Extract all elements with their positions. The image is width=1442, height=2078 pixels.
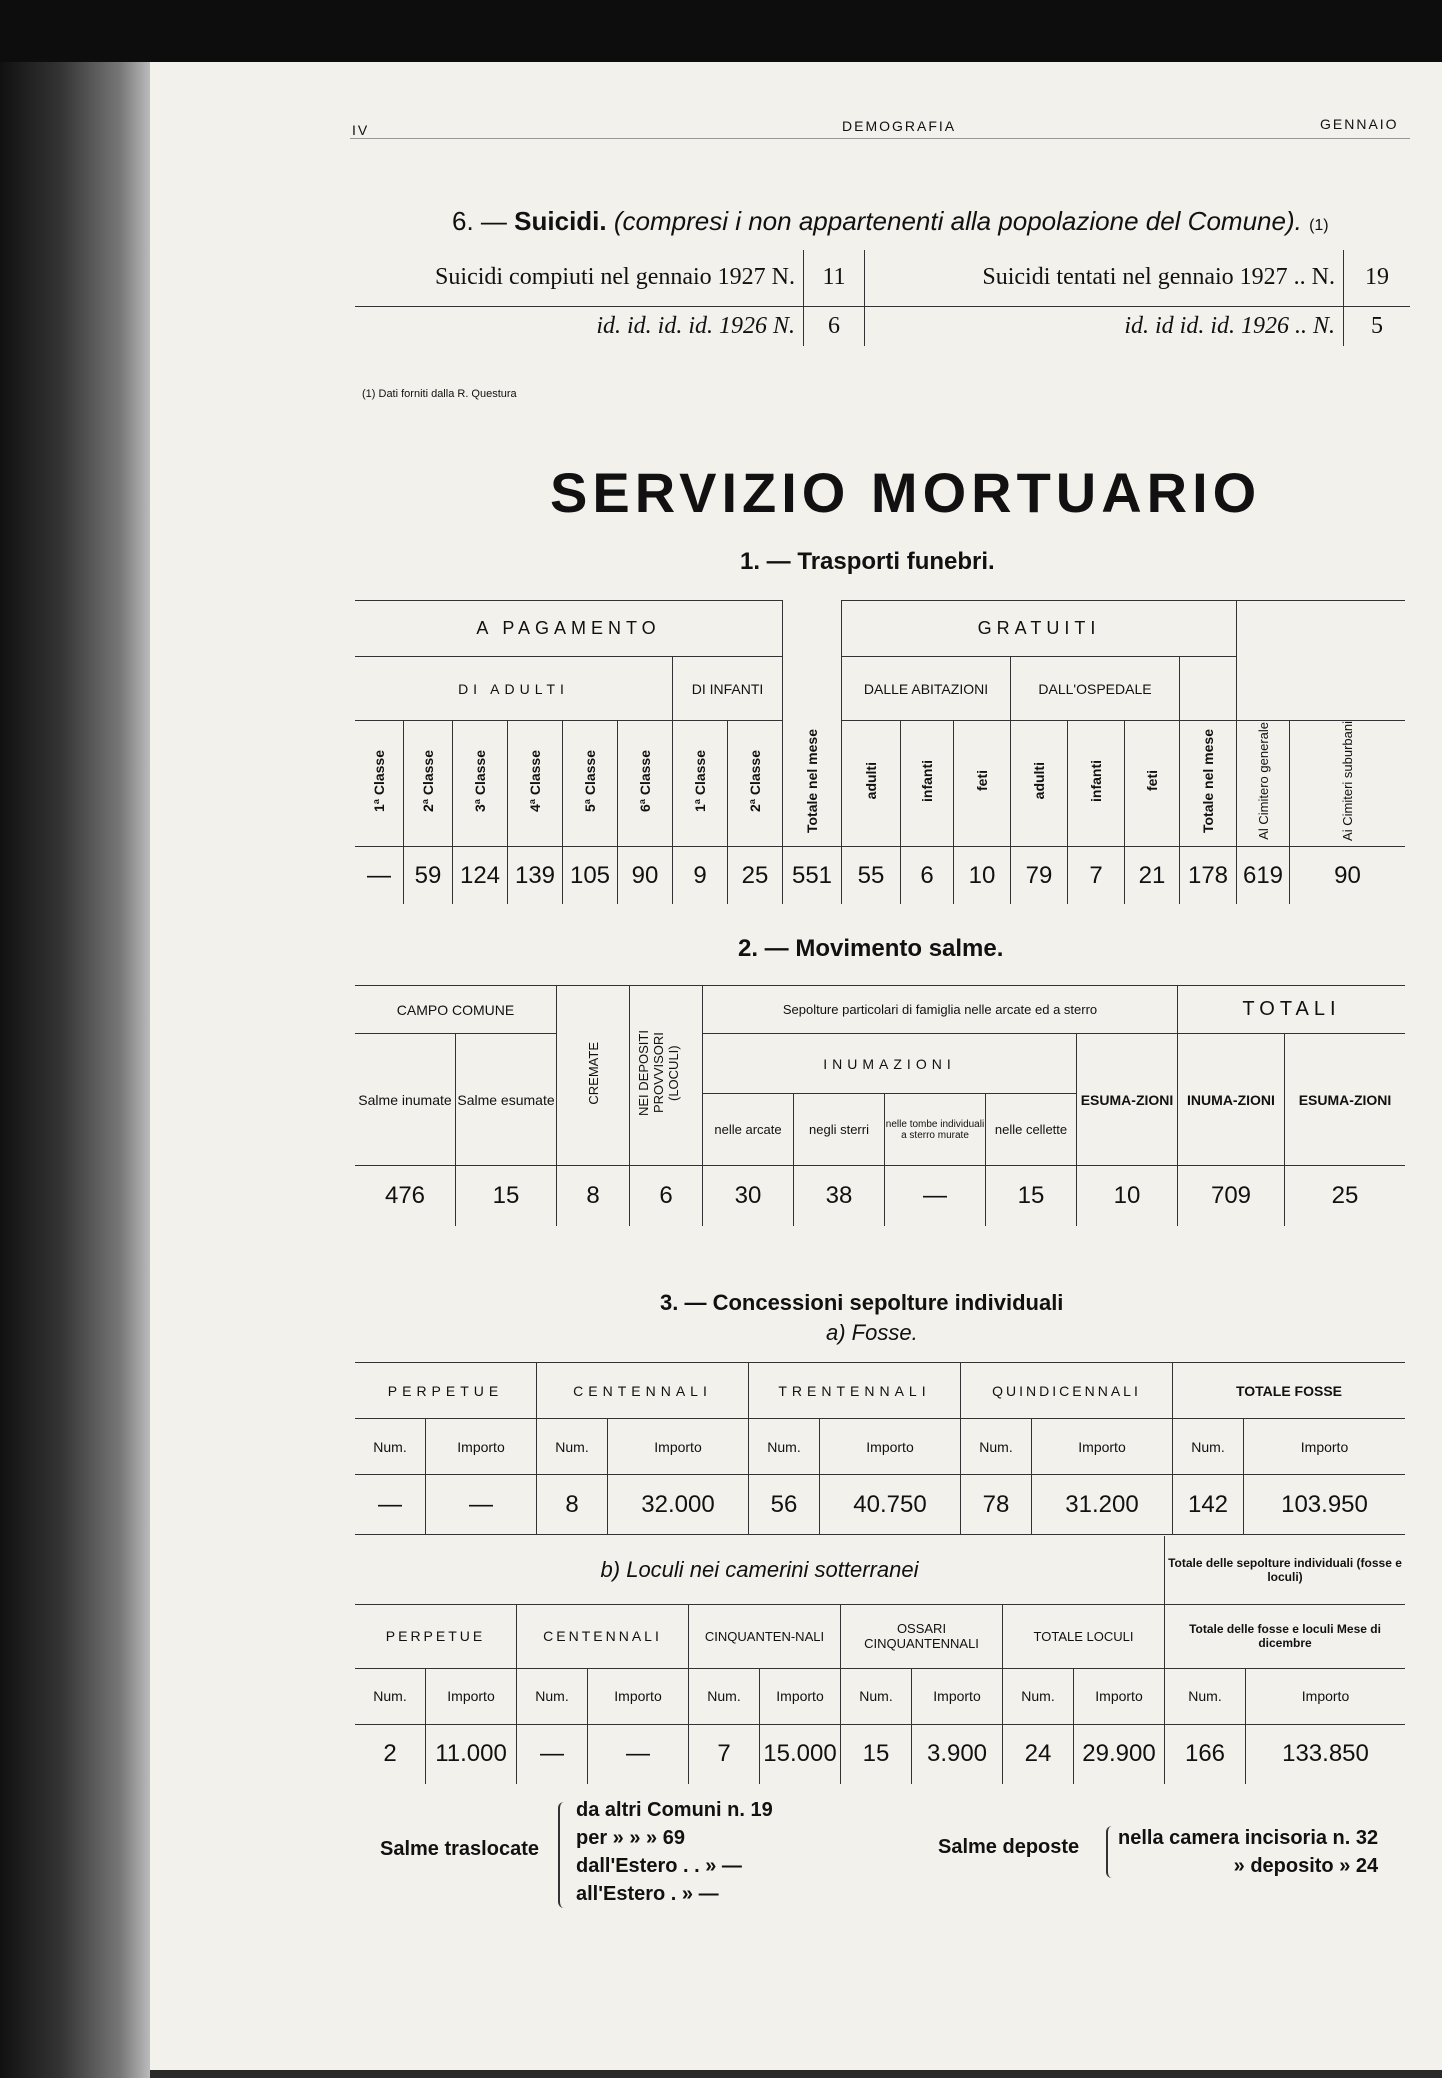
traslocate-lines <box>576 1796 773 1908</box>
col-infanti-1-classe: 1ª Classe <box>692 749 708 812</box>
value-cell: 79 <box>1011 846 1068 904</box>
cremate-header: CREMATE <box>585 1041 601 1105</box>
value-cell: — <box>355 846 404 904</box>
col-adulti-4-classe: 4ª Classe <box>527 749 543 812</box>
page-number: IV <box>352 122 370 138</box>
value-cell: 10 <box>954 846 1011 904</box>
value-cell: 15.000 <box>760 1724 841 1784</box>
negli-sterri-header: negli sterri <box>794 1094 885 1166</box>
loculi-ossari-header: OSSARI CINQUANTENNALI <box>841 1604 1003 1668</box>
fosse-table <box>355 1362 1405 1535</box>
value-cell: 2 <box>355 1724 426 1784</box>
num-header: Num. <box>961 1419 1032 1475</box>
scan-left-edge <box>0 0 150 2078</box>
suicidi-title: Suicidi. <box>514 206 607 236</box>
value-cell: 105 <box>563 846 618 904</box>
value-cell: — <box>885 1166 986 1226</box>
value-cell: 8 <box>557 1166 630 1226</box>
value-cell: 32.000 <box>608 1475 749 1535</box>
fosse-title: a) Fosse. <box>826 1320 918 1345</box>
section-header: DEMOGRAFIA <box>842 118 957 134</box>
value-cell: 166 <box>1165 1724 1246 1784</box>
num-header: Num. <box>355 1419 426 1475</box>
num-header: Num. <box>1003 1668 1074 1724</box>
col-totale-pagamento: Totale nel mese <box>804 728 820 833</box>
value-cell: 90 <box>618 846 673 904</box>
value-cell: 3.900 <box>912 1724 1003 1784</box>
importo-header: Importo <box>588 1668 689 1724</box>
concessioni-title: 3. — Concessioni sepolture individuali <box>660 1290 1064 1315</box>
deposte-line: nella camera incisoria n. 32 <box>1118 1827 1379 1849</box>
value-cell: 15 <box>456 1166 557 1226</box>
value-cell: 25 <box>728 846 783 904</box>
value-cell: 31.200 <box>1032 1475 1173 1535</box>
scan-top-bar <box>0 0 1442 62</box>
value-cell: 619 <box>1237 846 1290 904</box>
totale-sepolture-header: Totale delle sepolture individuali (fosse e loculi) <box>1165 1536 1406 1604</box>
value-cell: 59 <box>404 846 453 904</box>
suicidi-tentati-1926-label: id. id id. id. 1926 .. N. <box>865 306 1344 346</box>
suicidi-table <box>355 250 1410 346</box>
value-cell: — <box>588 1724 689 1784</box>
movimento-table <box>355 985 1405 1226</box>
inumazioni-header: INUMAZIONI <box>703 1034 1077 1094</box>
value-cell: 38 <box>794 1166 885 1226</box>
importo-header: Importo <box>1244 1419 1406 1475</box>
loculi-centennali-header: CENTENNALI <box>517 1604 689 1668</box>
traslocate-line: per » » » 69 <box>576 1827 685 1849</box>
salme-esumate-header: Salme esumate <box>456 1034 557 1166</box>
value-cell: 133.850 <box>1246 1724 1406 1784</box>
col-adulti-6-classe: 6ª Classe <box>637 749 653 812</box>
num-header: Num. <box>841 1668 912 1724</box>
dall-ospedale-header: DALL'OSPEDALE <box>1011 657 1180 721</box>
value-cell: 56 <box>749 1475 820 1535</box>
value-cell: 29.900 <box>1074 1724 1165 1784</box>
servizio-title: SERVIZIO MORTUARIO <box>550 461 1262 524</box>
importo-header: Importo <box>820 1419 961 1475</box>
fosse-quindicennali-header: QUINDICENNALI <box>961 1363 1173 1419</box>
loculi-totale-header: TOTALE LOCULI <box>1003 1604 1165 1668</box>
importo-header: Importo <box>608 1419 749 1475</box>
value-cell: 8 <box>537 1475 608 1535</box>
trasporti-table <box>355 600 1405 904</box>
col-adulti-2-classe: 2ª Classe <box>420 749 436 812</box>
num-header: Num. <box>517 1668 588 1724</box>
loculi-title: b) Loculi nei camerini sotterranei <box>355 1536 1165 1604</box>
value-cell: 21 <box>1125 846 1180 904</box>
value-cell: 15 <box>841 1724 912 1784</box>
value-cell: 7 <box>689 1724 760 1784</box>
value-cell: 709 <box>1178 1166 1285 1226</box>
suicidi-compiuti-label: Suicidi compiuti nel gennaio 1927 N. <box>355 250 804 306</box>
nelle-arcate-header: nelle arcate <box>703 1094 794 1166</box>
salme-traslocate-label: Salme traslocate <box>380 1838 539 1860</box>
value-cell: 10 <box>1077 1166 1178 1226</box>
di-adulti-header: DI ADULTI <box>355 657 673 721</box>
campo-comune-header: CAMPO COMUNE <box>355 986 557 1034</box>
value-cell: — <box>355 1475 426 1535</box>
importo-header: Importo <box>1246 1668 1406 1724</box>
col-abitazioni-feti: feti <box>974 770 990 792</box>
suicidi-tentati-value: 19 <box>1344 250 1411 306</box>
value-cell: 139 <box>508 846 563 904</box>
movimento-title: 2. — Movimento salme. <box>738 935 1004 962</box>
num-header: Num. <box>1165 1668 1246 1724</box>
value-cell: 178 <box>1180 846 1237 904</box>
col-ospedale-infanti: infanti <box>1088 759 1104 802</box>
value-cell: 9 <box>673 846 728 904</box>
loculi-perpetue-header: PERPETUE <box>355 1604 517 1668</box>
loculi-cinquantennali-header: CINQUANTEN-NALI <box>689 1604 841 1668</box>
col-adulti-5-classe: 5ª Classe <box>582 749 598 812</box>
value-cell: 11.000 <box>426 1724 517 1784</box>
totali-header: TOTALI <box>1178 986 1406 1034</box>
importo-header: Importo <box>426 1419 537 1475</box>
value-cell: 90 <box>1290 846 1406 904</box>
value-cell: 124 <box>453 846 508 904</box>
traslocate-line: da altri Comuni n. 19 <box>576 1799 773 1821</box>
importo-header: Importo <box>1032 1419 1173 1475</box>
depositi-header: NEI DEPOSITI PROVVISORI (LOCULI) <box>636 1030 681 1116</box>
suicidi-heading <box>452 206 1329 237</box>
tot-esumazioni-header: ESUMA-ZIONI <box>1285 1034 1406 1166</box>
col-adulti-1-classe: 1ª Classe <box>371 749 387 812</box>
value-cell: 30 <box>703 1166 794 1226</box>
num-header: Num. <box>355 1668 426 1724</box>
di-infanti-header: DI INFANTI <box>673 657 783 721</box>
col-abitazioni-infanti: infanti <box>919 759 935 802</box>
deposte-line: » deposito » 24 <box>1233 1855 1379 1877</box>
suicidi-note-ref: (1) <box>1309 217 1329 234</box>
month-header: GENNAIO <box>1320 116 1399 132</box>
trasporti-values-row <box>355 846 1405 904</box>
traslocate-line: all'Estero . » — <box>576 1883 719 1905</box>
num-header: Num. <box>537 1419 608 1475</box>
value-cell: 25 <box>1285 1166 1406 1226</box>
suicidi-compiuti-1926-value: 6 <box>804 306 865 346</box>
value-cell: 78 <box>961 1475 1032 1535</box>
gratuiti-header: GRATUITI <box>842 601 1237 657</box>
col-abitazioni-adulti: adulti <box>863 762 879 800</box>
value-cell: — <box>517 1724 588 1784</box>
value-cell: 142 <box>1173 1475 1244 1535</box>
col-totale-gratuiti: Totale nel mese <box>1200 728 1216 833</box>
loculi-dicembre-header: Totale delle fosse e loculi Mese di dicembre <box>1165 1604 1406 1668</box>
value-cell: 40.750 <box>820 1475 961 1535</box>
a-pagamento-header: A PAGAMENTO <box>355 601 783 657</box>
nelle-cellette-header: nelle cellette <box>986 1094 1077 1166</box>
num-header: Num. <box>1173 1419 1244 1475</box>
suicidi-number: 6. <box>452 206 474 236</box>
col-adulti-3-classe: 3ª Classe <box>472 749 488 812</box>
fosse-totale-header: TOTALE FOSSE <box>1173 1363 1406 1419</box>
dalle-abitazioni-header: DALLE ABITAZIONI <box>842 657 1011 721</box>
importo-header: Importo <box>760 1668 841 1724</box>
value-cell: 476 <box>355 1166 456 1226</box>
importo-header: Importo <box>426 1668 517 1724</box>
suicidi-subtitle: (compresi i non appartenenti alla popolazione del Comune). <box>613 206 1302 236</box>
suicidi-tentati-1926-value: 5 <box>1344 306 1411 346</box>
fosse-perpetue-header: PERPETUE <box>355 1363 537 1419</box>
value-cell: 24 <box>1003 1724 1074 1784</box>
salme-deposte-label: Salme deposte <box>938 1836 1080 1858</box>
value-cell: 15 <box>986 1166 1077 1226</box>
nelle-tombe-header: nelle tombe individuali a sterro murate <box>885 1094 986 1166</box>
suicidi-compiuti-1926-label: id. id. id. id. 1926 N. <box>355 306 804 346</box>
salme-inumate-header: Salme inumate <box>355 1034 456 1166</box>
suicidi-compiuti-value: 11 <box>804 250 865 306</box>
col-ospedale-feti: feti <box>1144 770 1160 792</box>
deposte-lines <box>1118 1824 1378 1880</box>
value-cell: 6 <box>901 846 954 904</box>
value-cell: 6 <box>630 1166 703 1226</box>
trasporti-title: 1. — Trasporti funebri. <box>740 548 995 575</box>
value-cell: — <box>426 1475 537 1535</box>
col-infanti-2-classe: 2ª Classe <box>747 749 763 812</box>
deposte-brace <box>1106 1826 1114 1878</box>
suicidi-footnote: (1) Dati forniti dalla R. Questura <box>362 388 517 400</box>
traslocate-line: dall'Estero . . » — <box>576 1855 742 1877</box>
tot-inumazioni-header: INUMA-ZIONI <box>1178 1034 1285 1166</box>
value-cell: 55 <box>842 846 901 904</box>
importo-header: Importo <box>1074 1668 1165 1724</box>
value-cell: 551 <box>783 846 842 904</box>
traslocate-brace <box>558 1802 566 1908</box>
col-cimitero-generale: Al Cimitero generale <box>1255 722 1271 840</box>
header-rule <box>350 138 1410 139</box>
suicidi-tentati-label: Suicidi tentati nel gennaio 1927 .. N. <box>865 250 1344 306</box>
suicidi-dash: — <box>480 206 507 236</box>
fosse-centennali-header: CENTENNALI <box>537 1363 749 1419</box>
esumazioni-header: ESUMA-ZIONI <box>1077 1034 1178 1166</box>
fosse-trentennali-header: TRENTENNALI <box>749 1363 961 1419</box>
num-header: Num. <box>689 1668 760 1724</box>
value-cell: 7 <box>1068 846 1125 904</box>
loculi-table <box>355 1536 1405 1784</box>
num-header: Num. <box>749 1419 820 1475</box>
col-cimiteri-suburbani: Ai Cimiteri suburbani <box>1340 721 1355 841</box>
importo-header: Importo <box>912 1668 1003 1724</box>
value-cell: 103.950 <box>1244 1475 1406 1535</box>
sepolture-header: Sepolture particolari di famiglia nelle arcate ed a sterro <box>703 986 1178 1034</box>
col-ospedale-adulti: adulti <box>1031 762 1047 800</box>
